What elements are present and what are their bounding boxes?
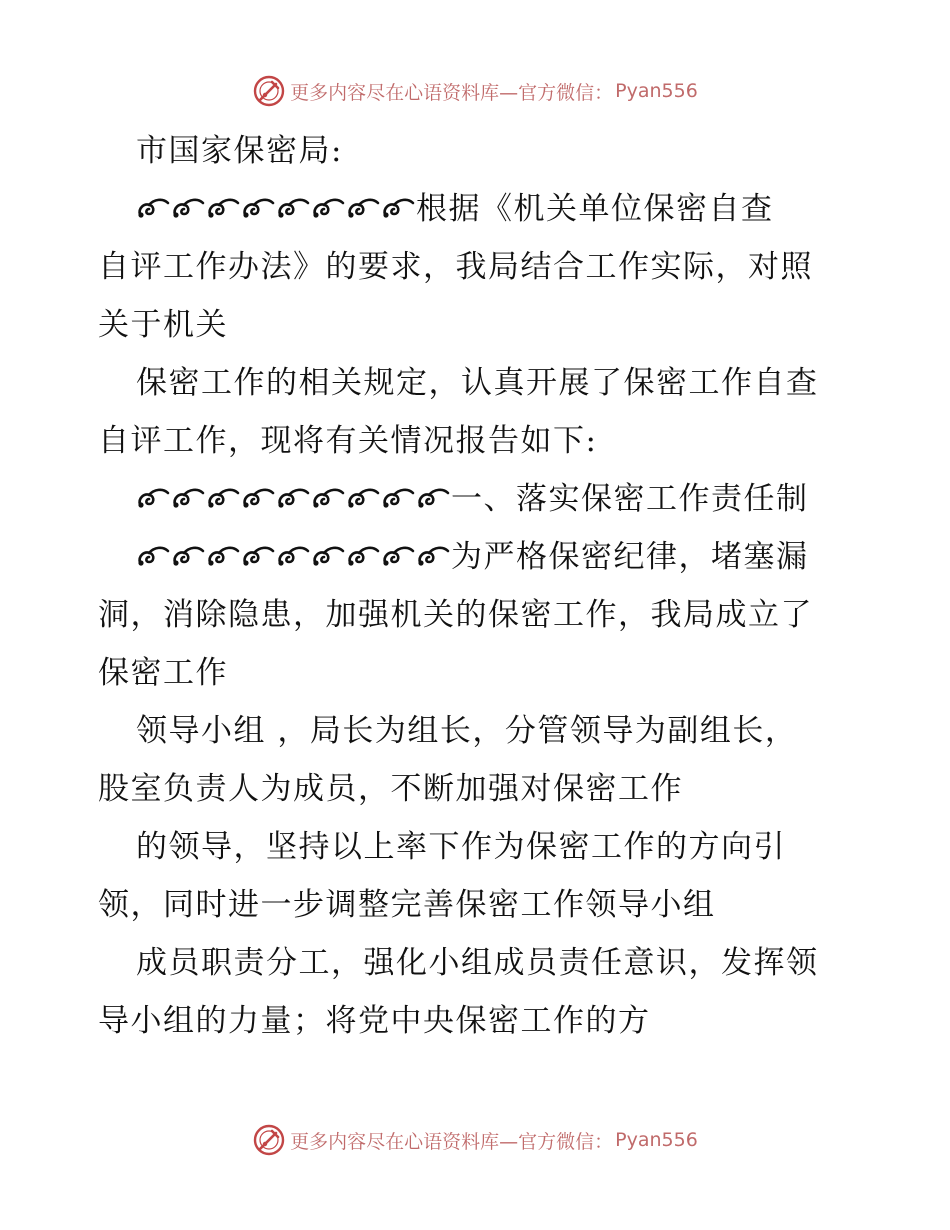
swirl-ornament-icon xyxy=(171,195,206,221)
swirl-ornament-icon xyxy=(381,195,416,221)
swirl-ornament-icon xyxy=(136,195,171,221)
paragraph-line xyxy=(98,122,858,180)
paragraph-line xyxy=(98,238,858,296)
watermark-text: 更多内容尽在心语资料库—官方微信： xyxy=(290,1130,614,1153)
paragraph-line xyxy=(98,528,858,586)
line-text: 自评工作办法》的要求，我局结合工作实际，对照 xyxy=(98,249,813,285)
watermark-id: Pyan556 xyxy=(615,80,698,102)
line-text: 股室负责人为成员，不断加强对保密工作 xyxy=(98,771,683,807)
swirl-ornament-icon xyxy=(276,485,311,511)
swirl-ornament-icon xyxy=(241,543,276,569)
line-text: 保密工作的相关规定，认真开展了保密工作自查 xyxy=(136,365,819,401)
swirl-ornament-icon xyxy=(416,485,451,511)
watermark-id: Pyan556 xyxy=(615,1129,698,1151)
swirl-ornament-icon xyxy=(206,543,241,569)
swirl-ornament-icon xyxy=(136,485,171,511)
line-text: 一、落实保密工作责任制 xyxy=(451,481,809,517)
watermark-text: 更多内容尽在心语资料库—官方微信： xyxy=(290,81,614,104)
swirl-ornament-icon xyxy=(311,485,346,511)
paragraph-line xyxy=(98,818,858,876)
line-text: 成员职责分工，强化小组成员责任意识，发挥领 xyxy=(136,945,819,981)
swirl-ornament-icon xyxy=(346,485,381,511)
line-text: 的领导，坚持以上率下作为保密工作的方向引 xyxy=(136,829,786,865)
line-text: 保密工作 xyxy=(98,655,228,691)
swirl-ornament-icon xyxy=(346,543,381,569)
paragraph-line xyxy=(98,760,858,818)
paragraph-line xyxy=(98,934,858,992)
swirl-ornament-icon xyxy=(276,543,311,569)
swirl-ornament-icon xyxy=(171,485,206,511)
swirl-ornament-icon xyxy=(206,485,241,511)
swirl-ornament-icon xyxy=(416,543,451,569)
paragraph-line xyxy=(98,180,858,238)
line-text: 导小组的力量；将党中央保密工作的方 xyxy=(98,1003,651,1039)
swirl-ornament-icon xyxy=(241,195,276,221)
swirl-ornament-icon xyxy=(381,485,416,511)
line-text: 领，同时进一步调整完善保密工作领导小组 xyxy=(98,887,716,923)
header-watermark xyxy=(0,71,950,111)
paragraph-line xyxy=(98,354,858,412)
line-text: 市国家保密局: xyxy=(136,133,343,169)
paragraph-line xyxy=(98,586,858,644)
paragraph-line xyxy=(98,992,858,1050)
swirl-ornament-icon xyxy=(311,195,346,221)
seal-icon xyxy=(252,74,286,108)
line-text: 领导小组 ，局长为组长，分管领导为副组长， xyxy=(136,713,798,749)
line-text: 根据《机关单位保密自查 xyxy=(416,191,774,227)
paragraph-line xyxy=(98,876,858,934)
document-body xyxy=(98,122,858,1050)
swirl-ornament-icon xyxy=(241,485,276,511)
swirl-ornament-icon xyxy=(276,195,311,221)
paragraph-line xyxy=(98,412,858,470)
paragraph-line xyxy=(98,296,858,354)
swirl-ornament-icon xyxy=(206,195,241,221)
swirl-ornament-icon xyxy=(171,543,206,569)
swirl-ornament-icon xyxy=(136,543,171,569)
paragraph-line xyxy=(98,470,858,528)
paragraph-line xyxy=(98,644,858,702)
line-text: 自评工作，现将有关情况报告如下: xyxy=(98,423,598,459)
swirl-ornament-icon xyxy=(311,543,346,569)
paragraph-line xyxy=(98,702,858,760)
swirl-ornament-icon xyxy=(381,543,416,569)
seal-icon xyxy=(252,1123,286,1157)
swirl-ornament-icon xyxy=(346,195,381,221)
line-text: 关于机关 xyxy=(98,307,228,343)
footer-watermark xyxy=(0,1120,950,1160)
line-text: 洞，消除隐患，加强机关的保密工作，我局成立了 xyxy=(98,597,813,633)
line-text: 为严格保密纪律，堵塞漏 xyxy=(451,539,809,575)
